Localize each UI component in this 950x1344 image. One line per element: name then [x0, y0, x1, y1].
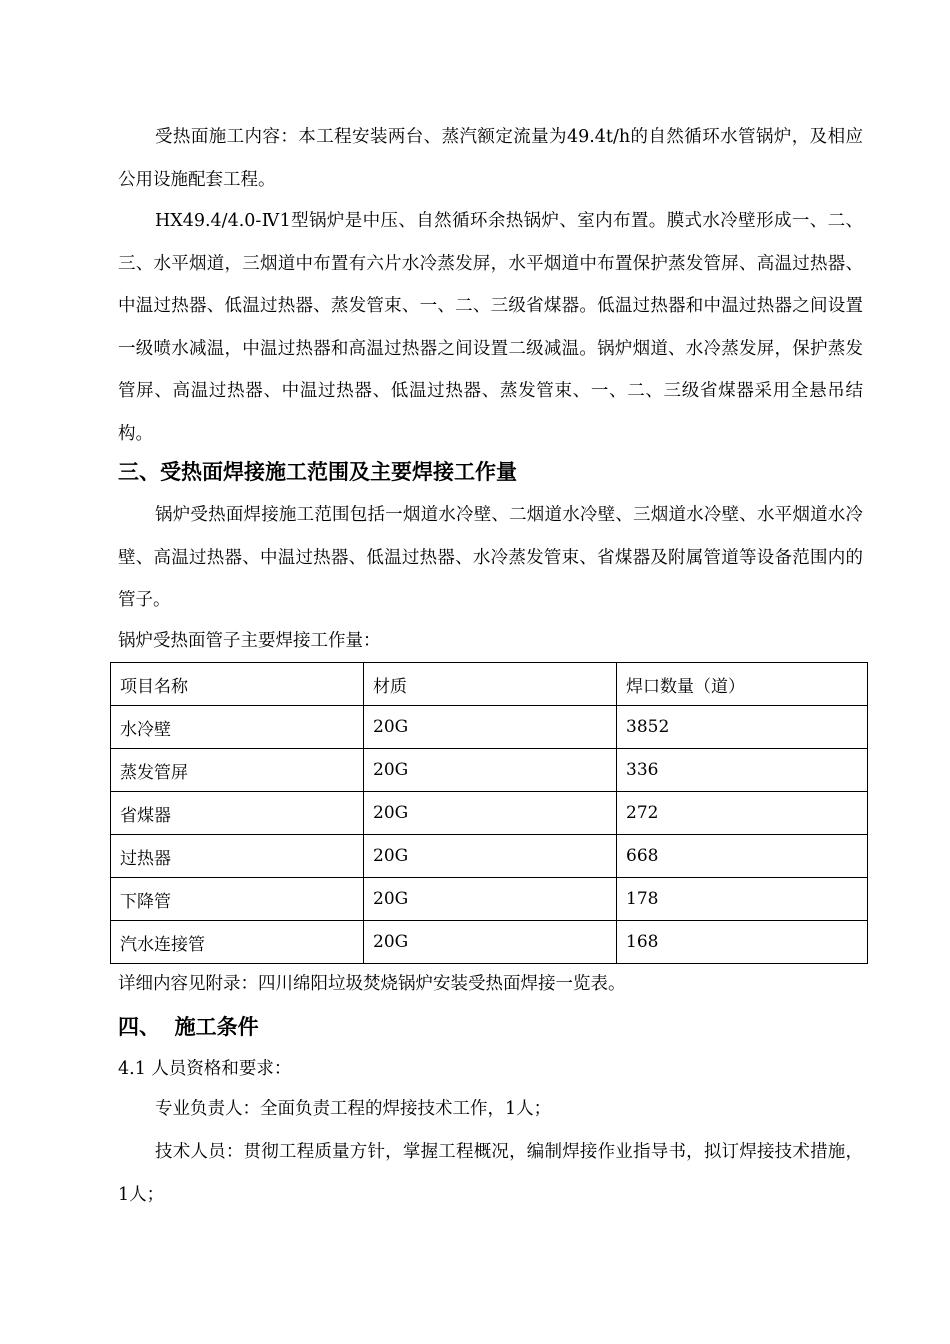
cell-material: 20G [364, 749, 617, 792]
table-row [111, 792, 868, 835]
header-material: 材质 [364, 663, 617, 706]
cell-weld-count: 336 [617, 749, 868, 792]
cell-weld-count: 168 [617, 921, 868, 964]
cell-item-name: 蒸发管屏 [111, 749, 364, 792]
section-3-body: 锅炉受热面焊接施工范围包括一烟道水冷壁、二烟道水冷壁、三烟道水冷壁、水平烟道水冷壁、高温过热器、中温过热器、低温过热器、水冷蒸发管束、省煤器及附属管道等设备范围内的管子。 [118, 505, 863, 610]
table-row [111, 749, 868, 792]
cell-item-name: 过热器 [111, 835, 364, 878]
table-header-row [111, 663, 868, 706]
cell-material: 20G [364, 792, 617, 835]
cell-material: 20G [364, 921, 617, 964]
cell-item-name: 水冷壁 [111, 706, 364, 749]
intro-boiler-paragraph: HX49.4/4.0-Ⅳ1型锅炉是中压、自然循环余热锅炉、室内布置。膜式水冷壁形成一、二、三、水平烟道，三烟道中布置有六片水冷蒸发屏，水平烟道中布置保护蒸发管屏、高温过热器、中温过热器、低温过热器、蒸发管束、一、二、三级省煤器。低温过热器和中温过热器之间设置一级喷水减温，中温过热器和高温过热器之间设置二级减温。锅炉烟道、水冷蒸发屏，保护蒸发管屏、高温过热器、中温过热器、低温过热器、蒸发管束、一、二、三级省煤器采用全悬吊结构。 [118, 211, 863, 444]
table-row [111, 878, 868, 921]
cell-weld-count: 668 [617, 835, 868, 878]
intro-scope-paragraph: 受热面施工内容：本工程安装两台、蒸汽额定流量为49.4t/h的自然循环水管锅炉，及相应公用设施配套工程。 [118, 127, 863, 190]
cell-weld-count: 3852 [617, 706, 868, 749]
cell-material: 20G [364, 835, 617, 878]
section-4-heading: 四、 施工条件 [118, 1014, 259, 1039]
header-weld-count: 焊口数量（道） [617, 663, 868, 706]
staff-item-technician: 技术人员：贯彻工程质量方针，掌握工程概况，编制焊接作业指导书，拟订焊接技术措施，1人； [118, 1142, 863, 1205]
table-caption: 锅炉受热面管子主要焊接工作量： [118, 631, 381, 651]
cell-weld-count: 178 [617, 878, 868, 921]
section-4-1-heading: 4.1 人员资格和要求： [118, 1059, 292, 1079]
table-row [111, 921, 868, 964]
cell-material: 20G [364, 706, 617, 749]
cell-item-name: 省煤器 [111, 792, 364, 835]
weld-workload-table [110, 662, 868, 964]
header-item-name: 项目名称 [111, 663, 364, 706]
section-3-heading: 三、受热面焊接施工范围及主要焊接工作量 [118, 459, 517, 484]
table-row [111, 706, 868, 749]
cell-material: 20G [364, 878, 617, 921]
cell-item-name: 下降管 [111, 878, 364, 921]
appendix-note: 详细内容见附录：四川绵阳垃圾焚烧锅炉安装受热面焊接一览表。 [118, 974, 626, 994]
cell-item-name: 汽水连接管 [111, 921, 364, 964]
table-row [111, 835, 868, 878]
cell-weld-count: 272 [617, 792, 868, 835]
staff-item-lead: 专业负责人：全面负责工程的焊接技术工作，1人； [155, 1099, 552, 1119]
